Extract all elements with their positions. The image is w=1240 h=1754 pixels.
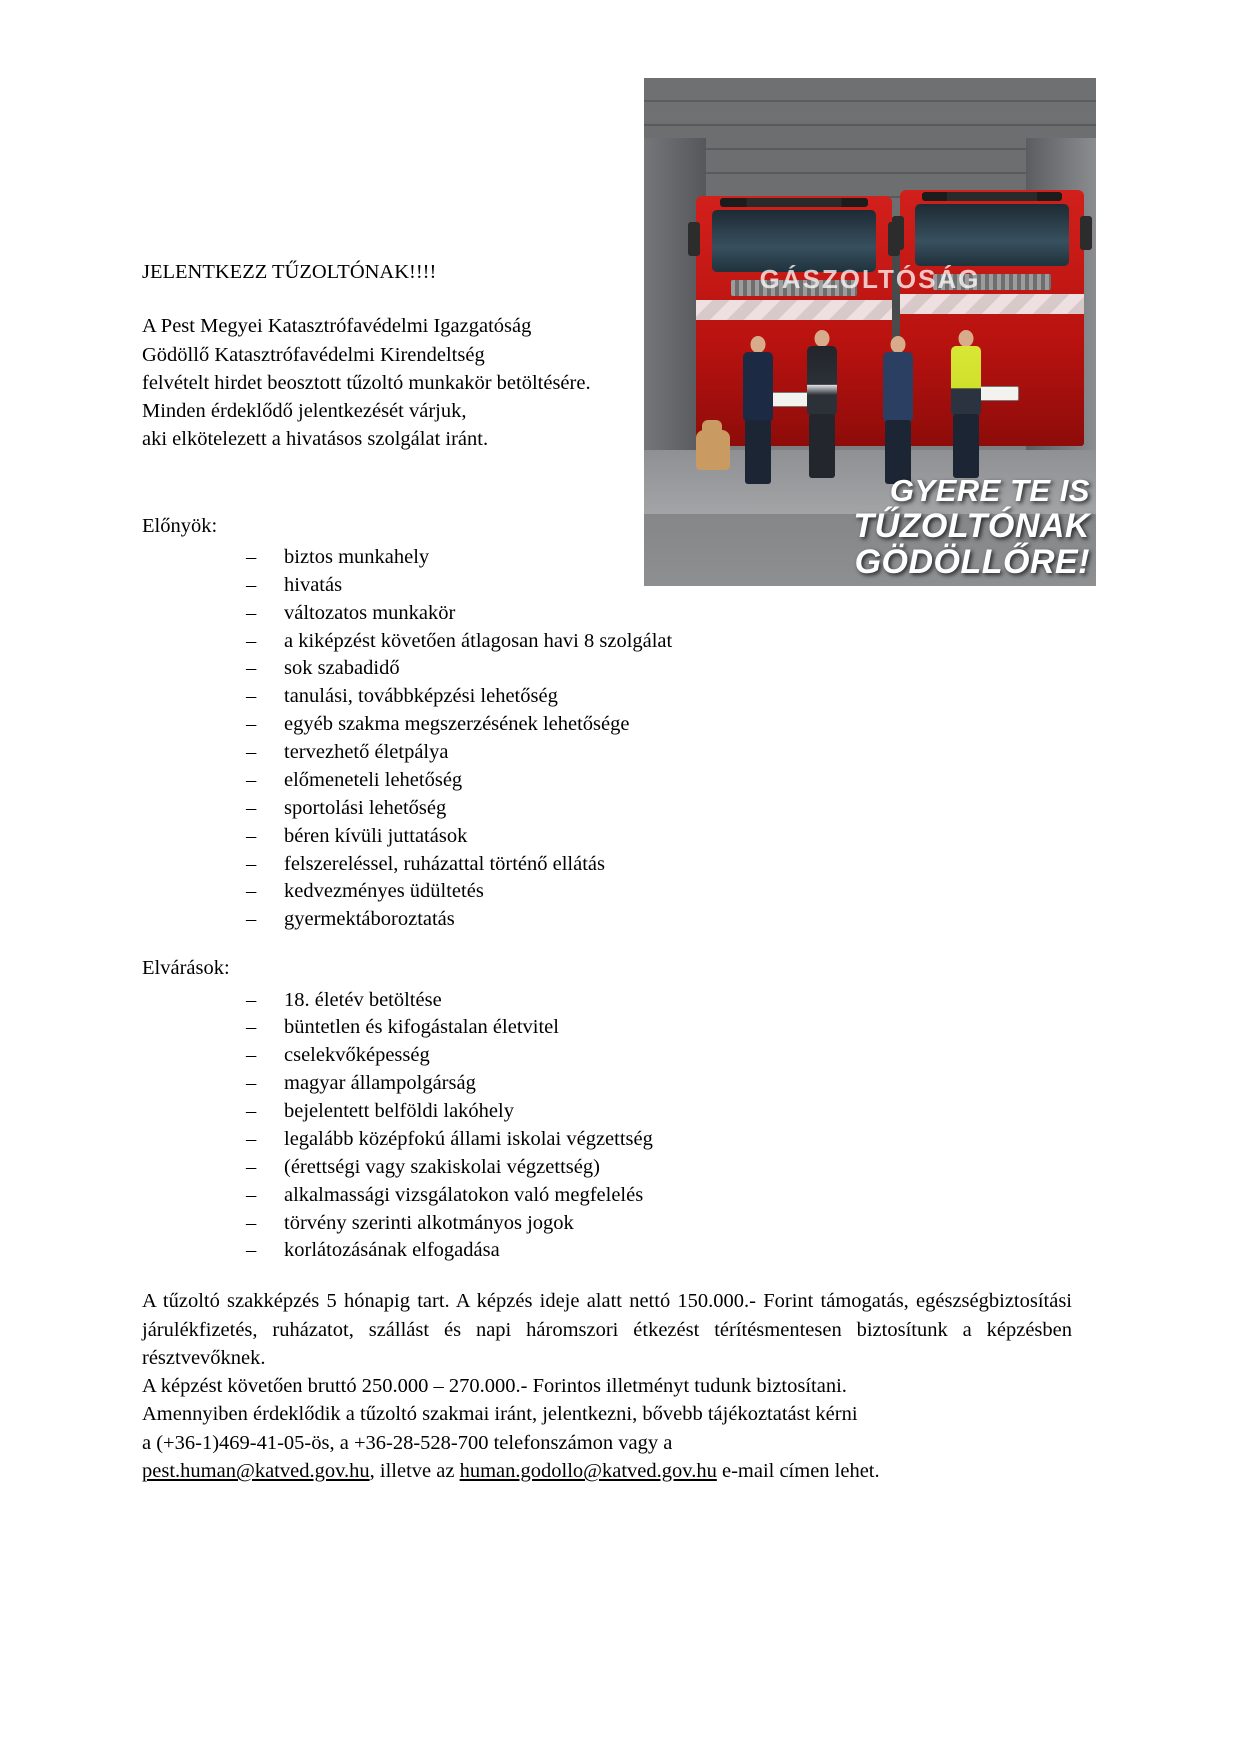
list-item: – korlátozásának elfogadása (142, 1237, 1072, 1265)
mirror-left (892, 216, 904, 250)
list-item: – kedvezményes üdültetés (142, 878, 1072, 906)
list-item: – a kiképzést követően átlagosan havi 8 szolgálat (142, 628, 1072, 656)
list-item: – biztos munkahely (142, 544, 1072, 572)
list-item: – változatos munkakör (142, 600, 1072, 628)
email-tail: e-mail címen lehet. (716, 1459, 880, 1482)
mirror-left (688, 222, 700, 256)
list-item: – felszereléssel, ruházattal történő ellátás (142, 851, 1072, 879)
closing-paragraph: A tűzoltó szakképzés 5 hónapig tart. A képzés ideje alatt nettó 150.000.- Forint támogatás, egészségbiztosítási járulékfizetés, ruházatot, szállást és napi háromszori étkezést térítésmentesen biztosítunk a képzésben résztvevőknek. (142, 1290, 1072, 1369)
benefits-list (142, 544, 1072, 934)
closing-line: a (+36-1)469-41-05-ös, a +36-28-528-700 telefonszámon vagy a (142, 1431, 673, 1454)
list-item: – egyéb szakma megszerzésének lehetősége (142, 711, 1072, 739)
list-item: – hivatás (142, 572, 1072, 600)
requirements-list (142, 987, 1072, 1266)
list-item: – legalább középfokú állami iskolai végzettség (142, 1126, 1072, 1154)
lightbar-icon (922, 192, 1062, 201)
intro-line: Minden érdeklődő jelentkezését várjuk, (142, 400, 467, 423)
list-item: – tanulási, továbbképzési lehetőség (142, 683, 1072, 711)
email-link-pest[interactable]: pest.human@katved.gov.hu (142, 1459, 370, 1482)
list-item: – sportolási lehetőség (142, 795, 1072, 823)
poster-slogan-line-2: TŰZOLTÓNAK (853, 506, 1090, 545)
poster-slogan-line-1: GYERE TE IS (889, 473, 1090, 509)
benefits-heading: Előnyök: (142, 514, 218, 537)
page-title: JELENTKEZZ TŰZOLTÓNAK!!!! (142, 261, 437, 283)
spacer (142, 934, 1072, 954)
list-item: – előmeneteli lehetőség (142, 767, 1072, 795)
list-item: – büntetlen és kifogástalan életvitel (142, 1014, 1072, 1042)
intro-line: Gödöllő Katasztrófavédelmi Kirendeltség (142, 343, 485, 366)
email-separator: , illetve az (369, 1459, 460, 1482)
list-item: – béren kívüli juttatások (142, 823, 1072, 851)
intro-line: aki elkötelezett a hivatásos szolgálat iránt. (142, 428, 489, 451)
list-item: – törvény szerinti alkotmányos jogok (142, 1210, 1072, 1238)
mirror-right (1080, 216, 1092, 250)
intro-paragraph (142, 312, 1072, 453)
list-item: – alkalmassági vizsgálatokon való megfelelés (142, 1182, 1072, 1210)
list-item: – (érettségi vagy szakiskolai végzettség) (142, 1154, 1072, 1182)
list-item: – 18. életév betöltése (142, 987, 1072, 1015)
windshield (915, 204, 1070, 266)
list-item: – magyar állampolgárság (142, 1070, 1072, 1098)
closing-line: Amennyiben érdeklődik a tűzoltó szakmai iránt, jelentkezni, bővebb tájékoztatást kérni (142, 1403, 858, 1426)
list-item: – cselekvőképesség (142, 1042, 1072, 1070)
contact-email-line (142, 1457, 1072, 1485)
closing-line: A képzést követően bruttó 250.000 – 270.000.- Forintos illetményt tudunk biztosítani. (142, 1375, 847, 1398)
lightbar-icon (720, 198, 869, 207)
spacer (142, 454, 1072, 512)
poster-slogan-line-3: GÖDÖLLŐRE! (854, 542, 1090, 581)
requirements-heading: Elvárások: (142, 957, 230, 980)
email-link-godollo[interactable]: human.godollo@katved.gov.hu (459, 1459, 717, 1482)
closing-section (142, 1287, 1072, 1485)
list-item: – bejelentett belföldi lakóhely (142, 1098, 1072, 1126)
intro-line: A Pest Megyei Katasztrófavédelmi Igazgatóság (142, 315, 532, 338)
intro-line: felvételt hirdet beosztott tűzoltó munkakör betöltésére. (142, 371, 591, 394)
list-item: – sok szabadidő (142, 655, 1072, 683)
list-item: – tervezhető életpálya (142, 739, 1072, 767)
document-body (142, 258, 1072, 1485)
truck-livery-text: GÁSZOLTÓSÁG (759, 264, 981, 294)
list-item: – gyermektáboroztatás (142, 906, 1072, 934)
